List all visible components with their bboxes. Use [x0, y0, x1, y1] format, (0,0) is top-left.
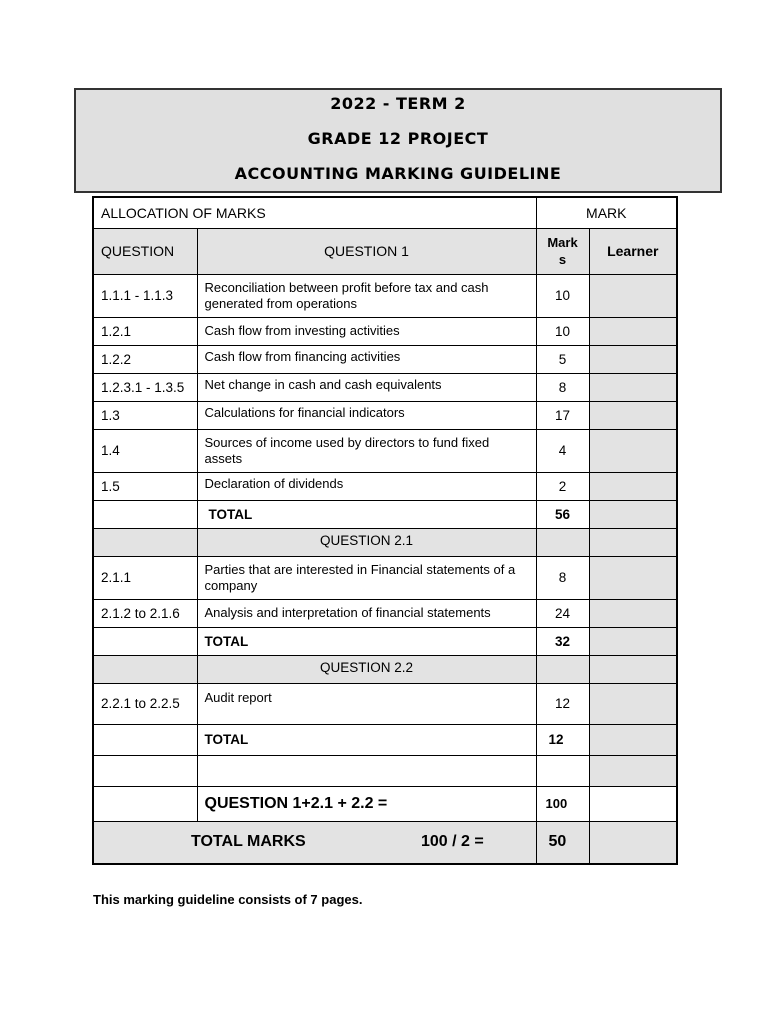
question-number: 2.2.1 to 2.2.5 — [93, 683, 197, 724]
question-number: 1.2.2 — [93, 345, 197, 373]
table-row — [93, 401, 677, 429]
sum-label: QUESTION 1+2.1 + 2.2 = — [197, 786, 536, 821]
question-description: Audit report — [197, 683, 536, 724]
learner-total-cell[interactable] — [589, 627, 677, 655]
allocation-of-marks-label: ALLOCATION OF MARKS — [93, 197, 536, 228]
question1-total-row — [93, 500, 677, 528]
learner-mark-cell[interactable] — [589, 274, 677, 317]
project-heading: GRADE 12 PROJECT — [307, 129, 489, 148]
table-row — [93, 429, 677, 472]
page-count-note: This marking guideline consists of 7 pages. — [93, 892, 363, 907]
document-header — [74, 88, 722, 193]
question-description: Sources of income used by directors to fund fixed assets — [197, 429, 536, 472]
question21-total-row — [93, 627, 677, 655]
learner-mark-cell[interactable] — [589, 429, 677, 472]
question-marks: 10 — [536, 317, 589, 345]
blank-row — [93, 755, 677, 786]
question-marks: 8 — [536, 373, 589, 401]
question-description: Net change in cash and cash equivalents — [197, 373, 536, 401]
marks-allocation-table — [92, 196, 678, 865]
question22-heading: QUESTION 2.2 — [197, 655, 536, 683]
learner-mark-cell[interactable] — [589, 401, 677, 429]
learner-total-cell[interactable] — [589, 500, 677, 528]
table-row — [93, 317, 677, 345]
marks-column-header: Mark s — [536, 228, 589, 274]
final-total-value: 50 — [536, 821, 589, 864]
learner-mark-cell[interactable] — [589, 373, 677, 401]
question-description: Parties that are interested in Financial statements of a company — [197, 556, 536, 599]
learner-mark-cell[interactable] — [589, 472, 677, 500]
learner-mark-cell[interactable] — [589, 556, 677, 599]
sum-value: 100 — [536, 786, 589, 821]
term-heading: 2022 - TERM 2 — [330, 94, 466, 113]
column-header-row — [93, 228, 677, 274]
table-row — [93, 274, 677, 317]
mark-label: MARK — [536, 197, 677, 228]
learner-mark-cell[interactable] — [589, 317, 677, 345]
question22-heading-row — [93, 655, 677, 683]
question21-total-marks: 32 — [536, 627, 589, 655]
table-row — [93, 373, 677, 401]
question-marks: 10 — [536, 274, 589, 317]
question-number: 1.2.1 — [93, 317, 197, 345]
question-marks: 12 — [536, 683, 589, 724]
question-marks: 8 — [536, 556, 589, 599]
table-row — [93, 599, 677, 627]
question-description: Analysis and interpretation of financial statements — [197, 599, 536, 627]
division-label: 100 / 2 = — [421, 833, 484, 851]
table-title-row — [93, 197, 677, 228]
question-description: Calculations for financial indicators — [197, 401, 536, 429]
total-label: TOTAL — [197, 500, 536, 528]
question-description: Cash flow from investing activities — [197, 317, 536, 345]
table-row — [93, 556, 677, 599]
question22-total-marks: 12 — [536, 724, 589, 755]
question-number: 1.2.3.1 - 1.3.5 — [93, 373, 197, 401]
question-marks: 4 — [536, 429, 589, 472]
question-number: 1.1.1 - 1.1.3 — [93, 274, 197, 317]
question-marks: 17 — [536, 401, 589, 429]
question21-heading: QUESTION 2.1 — [197, 528, 536, 556]
question-marks: 2 — [536, 472, 589, 500]
question-number: 1.5 — [93, 472, 197, 500]
question1-heading: QUESTION 1 — [197, 228, 536, 274]
question-number: 2.1.1 — [93, 556, 197, 599]
question-marks: 5 — [536, 345, 589, 373]
total-marks-row — [93, 821, 677, 864]
learner-blank-cell[interactable] — [589, 755, 677, 786]
guideline-heading: ACCOUNTING MARKING GUIDELINE — [234, 164, 562, 183]
question-number: 1.3 — [93, 401, 197, 429]
question1-total-marks: 56 — [536, 500, 589, 528]
sum-row — [93, 786, 677, 821]
learner-mark-cell[interactable] — [589, 599, 677, 627]
total-label: TOTAL — [197, 724, 536, 755]
learner-sum-cell[interactable] — [589, 786, 677, 821]
question-number: 2.1.2 to 2.1.6 — [93, 599, 197, 627]
total-label: TOTAL — [197, 627, 536, 655]
learner-mark-cell[interactable] — [589, 345, 677, 373]
question-column-header: QUESTION — [93, 228, 197, 274]
table-row — [93, 683, 677, 724]
learner-column-header: Learner — [589, 228, 677, 274]
learner-total-cell[interactable] — [589, 724, 677, 755]
table-row — [93, 345, 677, 373]
total-marks-label: TOTAL MARKS — [191, 833, 306, 851]
learner-final-cell[interactable] — [589, 821, 677, 864]
question-description: Declaration of dividends — [197, 472, 536, 500]
learner-mark-cell[interactable] — [589, 683, 677, 724]
question-number: 1.4 — [93, 429, 197, 472]
question21-heading-row — [93, 528, 677, 556]
question22-total-row — [93, 724, 677, 755]
question-marks: 24 — [536, 599, 589, 627]
question-description: Reconciliation between profit before tax and cash generated from operations — [197, 274, 536, 317]
question-description: Cash flow from financing activities — [197, 345, 536, 373]
table-row — [93, 472, 677, 500]
